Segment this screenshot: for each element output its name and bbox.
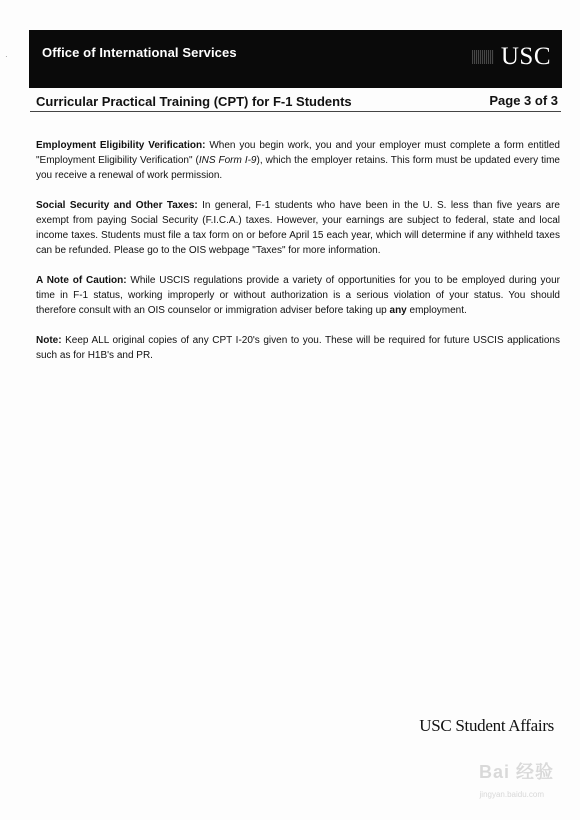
section-text: Keep ALL original copies of any CPT I-20's given to you. These will be required for future USCIS applications such as for H1B's and PR. <box>36 335 560 361</box>
logo-texture-icon <box>472 50 494 64</box>
section-employment-verification <box>36 138 560 183</box>
form-name: INS Form I-9 <box>198 155 257 166</box>
header-bar <box>29 30 562 88</box>
title-divider <box>30 111 561 112</box>
document-title: Curricular Practical Training (CPT) for F-1 Students <box>36 94 352 109</box>
watermark-url: jingyan.baidu.com <box>479 790 544 799</box>
emphasis-text: any <box>389 305 407 316</box>
section-note <box>36 333 560 363</box>
document-body <box>36 138 560 378</box>
section-social-security <box>36 198 560 258</box>
section-heading: Social Security and Other Taxes: <box>36 200 198 211</box>
section-text: In general, F-1 students who have been in the U. S. less than five years are exempt from paying Social Security (F.I.C.A.) taxes. However, your earnings are subject to federal, state and local income taxes. Students must file a tax form on or before April 15 each year, which will determine if any withheld taxes can be refunded. Please go to the OIS webpage "Taxes" for more information. <box>36 200 560 256</box>
usc-student-affairs-logo: USC Student Affairs <box>419 716 554 735</box>
office-name: Office of International Services <box>42 45 237 60</box>
section-text: While USCIS regulations provide a variety of opportunities for you to be employed during your time in F-1 status, working improperly or without authorization is a serious violation of your status. You should therefore consult with an OIS counselor or immigration adviser before taking up <box>36 275 560 316</box>
usc-logo: USC <box>500 43 551 70</box>
scan-mark: · <box>5 52 8 61</box>
page-indicator: Page 3 of 3 <box>489 93 558 108</box>
section-text: employment. <box>406 305 467 316</box>
section-heading: A Note of Caution: <box>36 275 127 286</box>
baidu-watermark: Bai 经验 <box>478 762 554 782</box>
section-note-of-caution <box>36 273 560 318</box>
section-text: When you begin work, you and your employer must complete a form entitled "Employment Eligibility Verification" ( <box>36 140 560 166</box>
section-heading: Employment Eligibility Verification: <box>36 140 206 151</box>
section-text: ), which the employer retains. This form must be updated every time you receive a renewal of work permission. <box>36 155 560 181</box>
section-heading: Note: <box>36 335 62 346</box>
